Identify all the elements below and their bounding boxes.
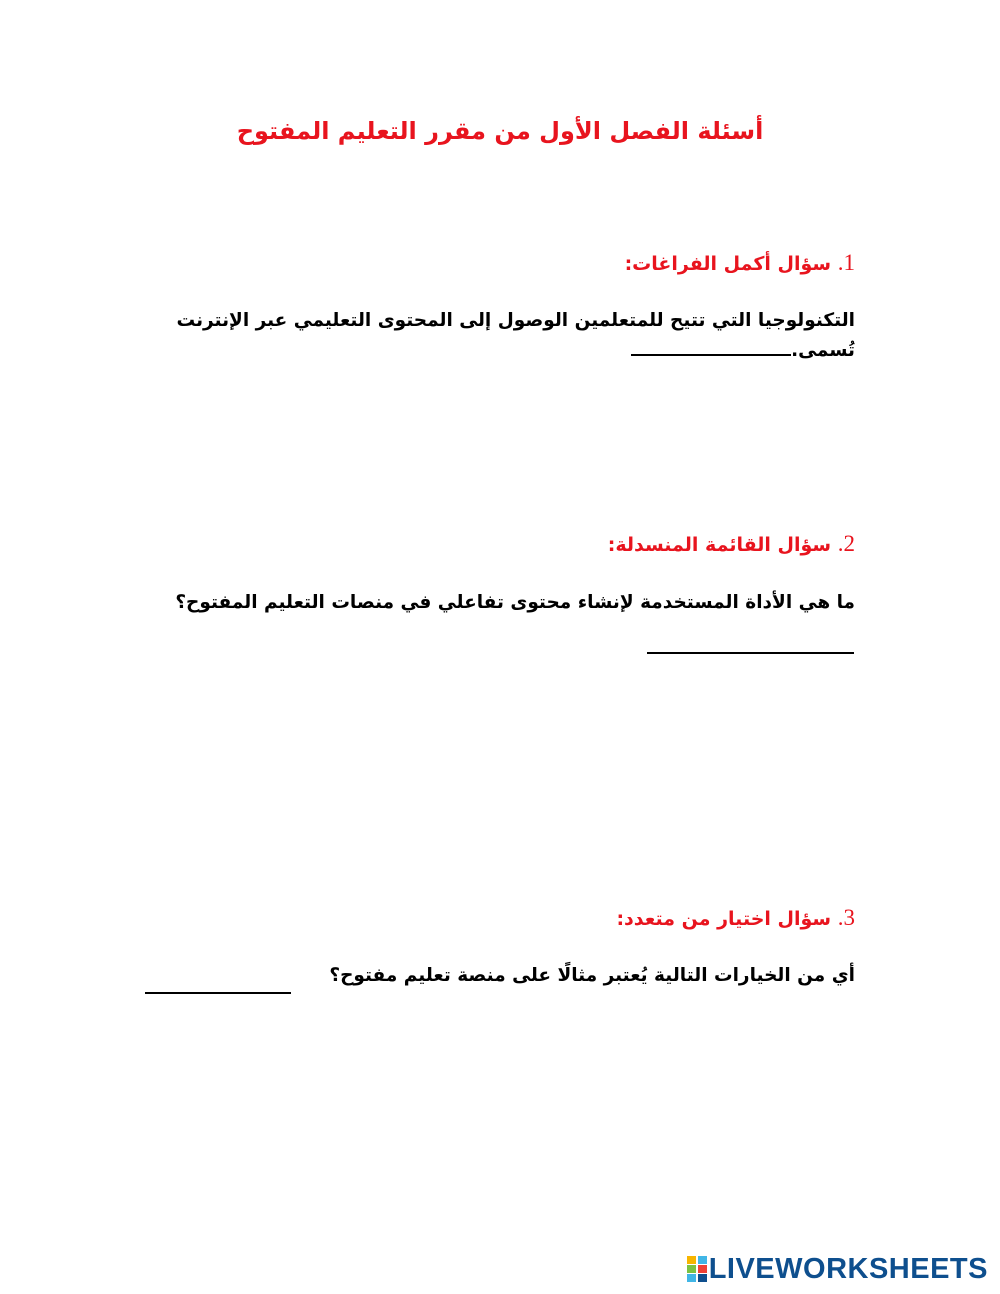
page-title: أسئلة الفصل الأول من مقرر التعليم المفتوح bbox=[236, 117, 764, 145]
question-3-text bbox=[295, 961, 855, 991]
question-2-number: 2. bbox=[837, 531, 855, 556]
question-1-blank[interactable] bbox=[631, 336, 791, 356]
question-3-choice-blank[interactable] bbox=[145, 990, 291, 994]
question-2-dropdown-blank[interactable] bbox=[647, 650, 854, 654]
liveworksheets-logo-text: LIVEWORKSHEETS bbox=[708, 1252, 988, 1285]
question-3-number: 3. bbox=[837, 905, 855, 930]
question-1-text bbox=[135, 306, 855, 366]
question-1-line-1: التكنولوجيا التي تتيح للمتعلمين الوصول إلى المحتوى التعليمي عبر الإنترنت bbox=[176, 310, 855, 331]
question-1-number: 1. bbox=[837, 250, 855, 275]
question-2-line-1: ما هي الأداة المستخدمة لإنشاء محتوى تفاعلي في منصات التعليم المفتوح؟ bbox=[175, 592, 855, 613]
question-2-heading bbox=[608, 531, 855, 557]
question-2-heading-text: سؤال القائمة المنسدلة: bbox=[607, 534, 832, 556]
liveworksheets-logo bbox=[687, 1252, 988, 1286]
question-2-text bbox=[135, 588, 855, 618]
question-3-line-1: أي من الخيارات التالية يُعتبر مثالًا على منصة تعليم مفتوح؟ bbox=[329, 965, 855, 986]
liveworksheets-logo-icon bbox=[687, 1256, 707, 1282]
question-1-line-2-text: تُسمى. bbox=[791, 340, 855, 361]
question-3-heading-text: سؤال اختيار من متعدد: bbox=[616, 908, 832, 930]
question-1-heading bbox=[625, 250, 855, 276]
question-1-heading-text: سؤال أكمل الفراغات: bbox=[624, 253, 832, 275]
question-3-heading bbox=[616, 905, 855, 931]
question-1-line-2 bbox=[135, 336, 855, 366]
